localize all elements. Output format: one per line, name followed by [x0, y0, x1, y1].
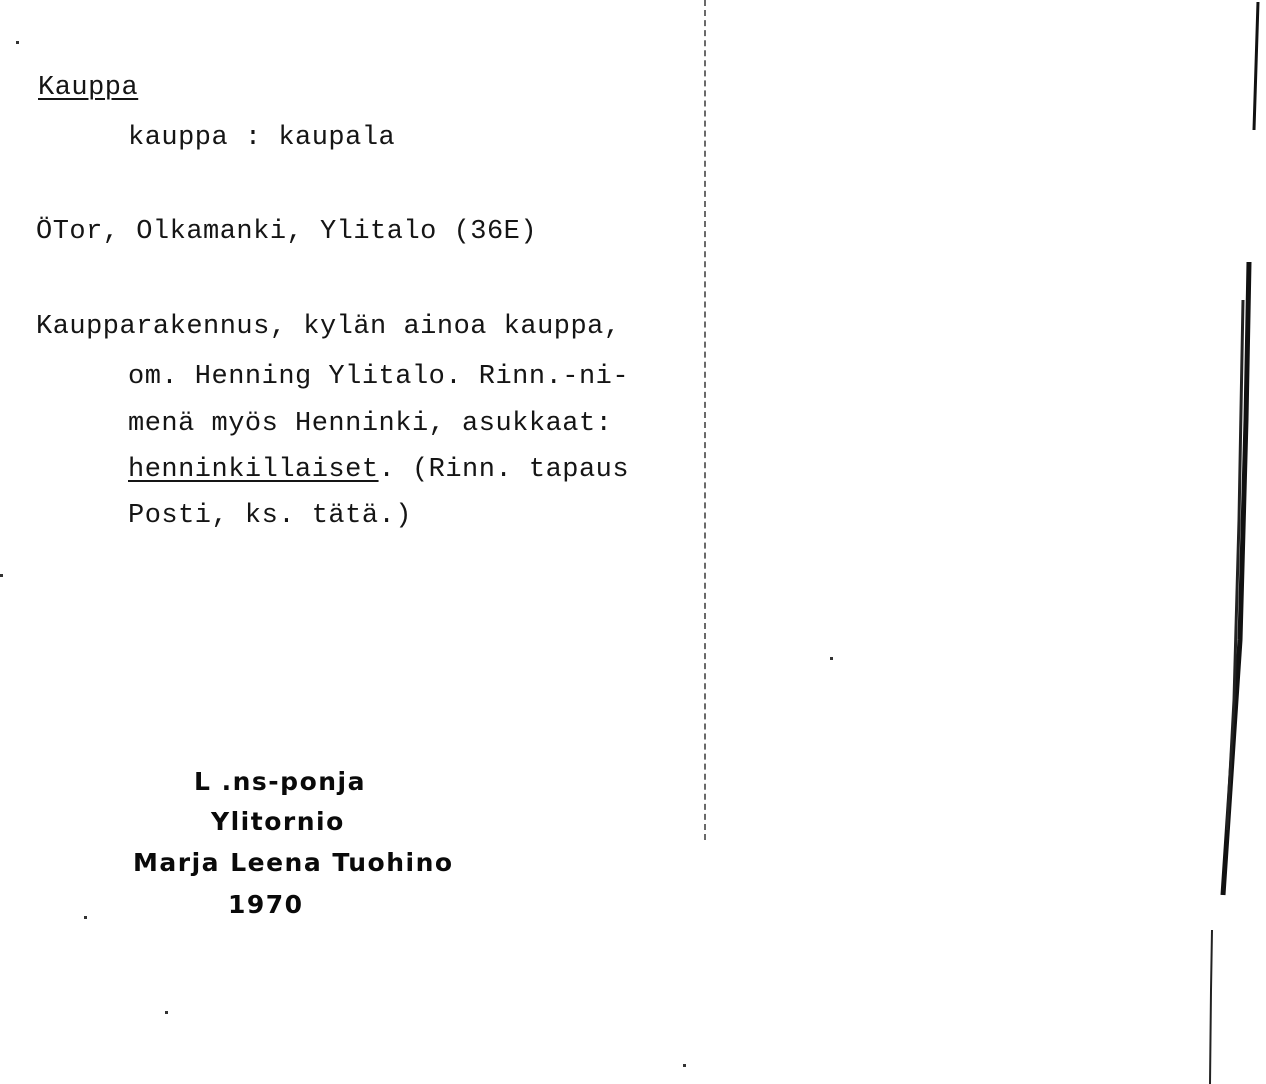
scan-speck — [16, 41, 19, 44]
scan-speck — [84, 916, 87, 919]
scan-speck — [165, 1011, 168, 1014]
stamp-line-3: Marja Leena Tuohino — [133, 848, 454, 877]
body-line-1: Kaupparakennus, kylän ainoa kauppa, — [36, 312, 621, 342]
stamp-line-2: Ylitornio — [211, 807, 345, 836]
form-line: kauppa : kaupala — [128, 123, 396, 153]
fold-line — [704, 0, 706, 840]
underlined-term: henninkillaiset — [128, 455, 379, 485]
body-line-3: menä myös Henninki, asukkaat: — [128, 409, 613, 439]
body-line-4 — [128, 457, 629, 484]
card-heading: Kauppa — [38, 73, 139, 103]
scan-speck — [683, 1064, 686, 1067]
location-line: ÖTor, Olkamanki, Ylitalo (36E) — [36, 217, 538, 247]
stamp-line-1: L .ns-ponja — [194, 767, 366, 796]
stamp-line-4: 1970 — [228, 890, 304, 919]
body-line-2: om. Henning Ylitalo. Rinn.-ni- — [128, 362, 630, 392]
body-line-4-rest: . (Rinn. tapaus — [378, 455, 630, 485]
scan-speck — [0, 574, 3, 577]
body-line-5: Posti, ks. tätä.) — [128, 501, 412, 531]
scan-edge — [1196, 0, 1266, 1084]
scan-speck — [830, 657, 833, 660]
